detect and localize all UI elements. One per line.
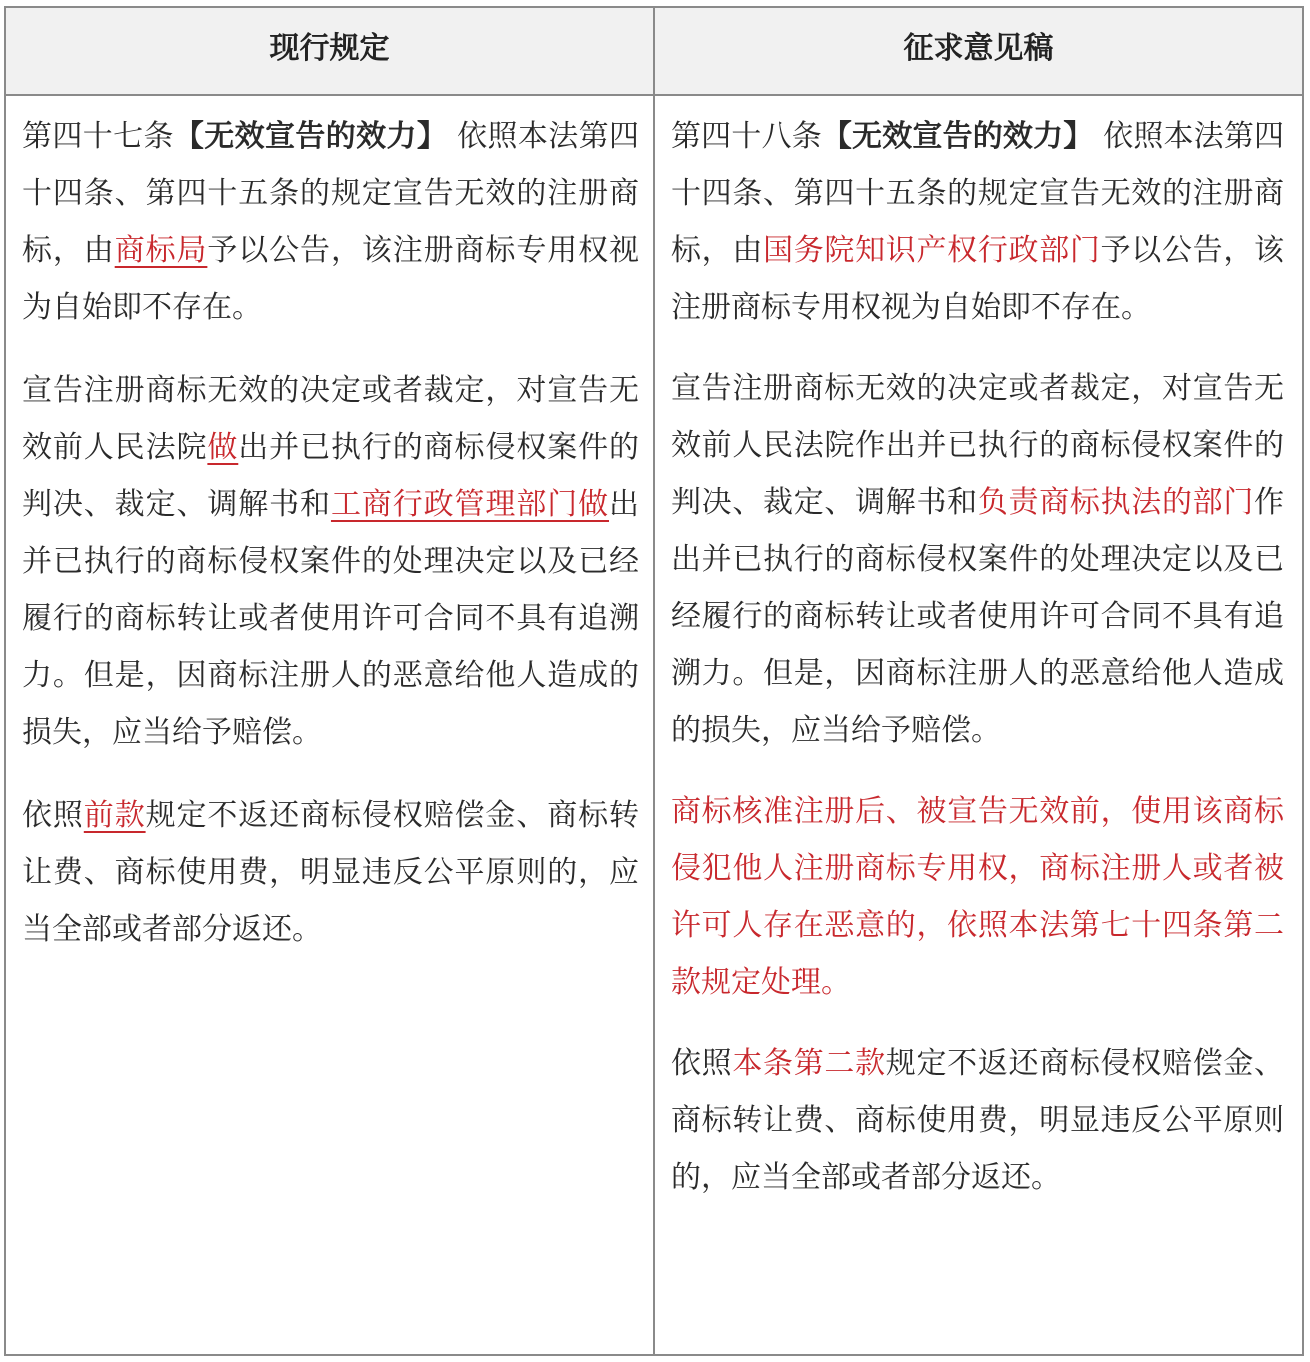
draft-paragraph-3 xyxy=(671,783,1284,1011)
changed-text: 本条第二款 xyxy=(732,1046,886,1081)
table-body-row xyxy=(6,96,1302,1354)
changed-text: 商标局 xyxy=(114,233,208,268)
changed-text: 国务院知识产权行政部门 xyxy=(763,233,1101,268)
text-segment: 依照 xyxy=(671,1046,733,1081)
comparison-table xyxy=(4,6,1304,1356)
text-segment: 依照 xyxy=(22,798,84,833)
article-title: 【无效宣告的效力】 xyxy=(821,119,1094,154)
text-segment: 出并已执行的商标侵权案件的判决、裁定、调解书和 xyxy=(22,430,640,522)
table-header-row xyxy=(6,8,1302,96)
draft-paragraph-4 xyxy=(671,1035,1284,1206)
draft-cell xyxy=(655,96,1302,1354)
current-paragraph-3 xyxy=(22,787,639,958)
header-draft: 征求意见稿 xyxy=(903,31,1054,66)
text-segment: 规定不返还商标侵权赔偿金、商标转让费、商标使用费，明显违反公平原则的，应当全部或者部分返还。 xyxy=(671,1046,1285,1195)
text-segment: 依照本法第四十四条、第四十五条的规定宣告无效的注册商标，由 xyxy=(22,119,640,268)
header-current-rules: 现行规定 xyxy=(6,8,655,94)
changed-text: 前款 xyxy=(83,798,146,833)
article-number: 第四十七条 xyxy=(22,119,174,154)
changed-text: 负责商标执法的部门 xyxy=(977,485,1255,520)
text-segment: 作出并已执行的商标侵权案件的处理决定以及已经履行的商标转让或者使用许可合同不具有追溯力。但是，因商标注册人的恶意给他人造成的损失，应当给予赔偿。 xyxy=(671,485,1285,748)
changed-text: 工商行政管理部门做 xyxy=(330,487,610,522)
changed-text: 做 xyxy=(207,430,239,465)
article-title: 【无效宣告的效力】 xyxy=(173,119,448,154)
current-paragraph-2 xyxy=(22,362,639,761)
text-segment: 规定不返还商标侵权赔偿金、商标转让费、商标使用费，明显违反公平原则的，应当全部或者部分返还。 xyxy=(22,798,640,947)
text-segment: 宣告注册商标无效的决定或者裁定，对宣告无效前人民法院 xyxy=(22,373,639,465)
text-segment: 予以公告，该注册商标专用权视为自始即不存在。 xyxy=(22,233,640,325)
new-text: 商标核准注册后、被宣告无效前，使用该商标侵犯他人注册商标专用权，商标注册人或者被许可人存在恶意的，依照本法第七十四条第二款规定处理。 xyxy=(671,794,1284,1000)
draft-paragraph-1 xyxy=(671,108,1284,336)
current-paragraph-1 xyxy=(22,108,639,336)
draft-paragraph-2 xyxy=(671,360,1284,759)
text-segment: 依照本法第四十四条、第四十五条的规定宣告无效的注册商标，由 xyxy=(671,119,1285,268)
article-number: 第四十八条 xyxy=(671,119,822,154)
current-rules-cell xyxy=(6,96,655,1354)
text-segment: 出并已执行的商标侵权案件的处理决定以及已经履行的商标转让或者使用许可合同不具有追溯力。但是，因商标注册人的恶意给他人造成的损失，应当给予赔偿。 xyxy=(22,487,640,750)
text-segment: 予以公告，该注册商标专用权视为自始即不存在。 xyxy=(671,233,1285,325)
text-segment: 宣告注册商标无效的决定或者裁定，对宣告无效前人民法院作出并已执行的商标侵权案件的判决、裁定、调解书和 xyxy=(671,371,1284,520)
